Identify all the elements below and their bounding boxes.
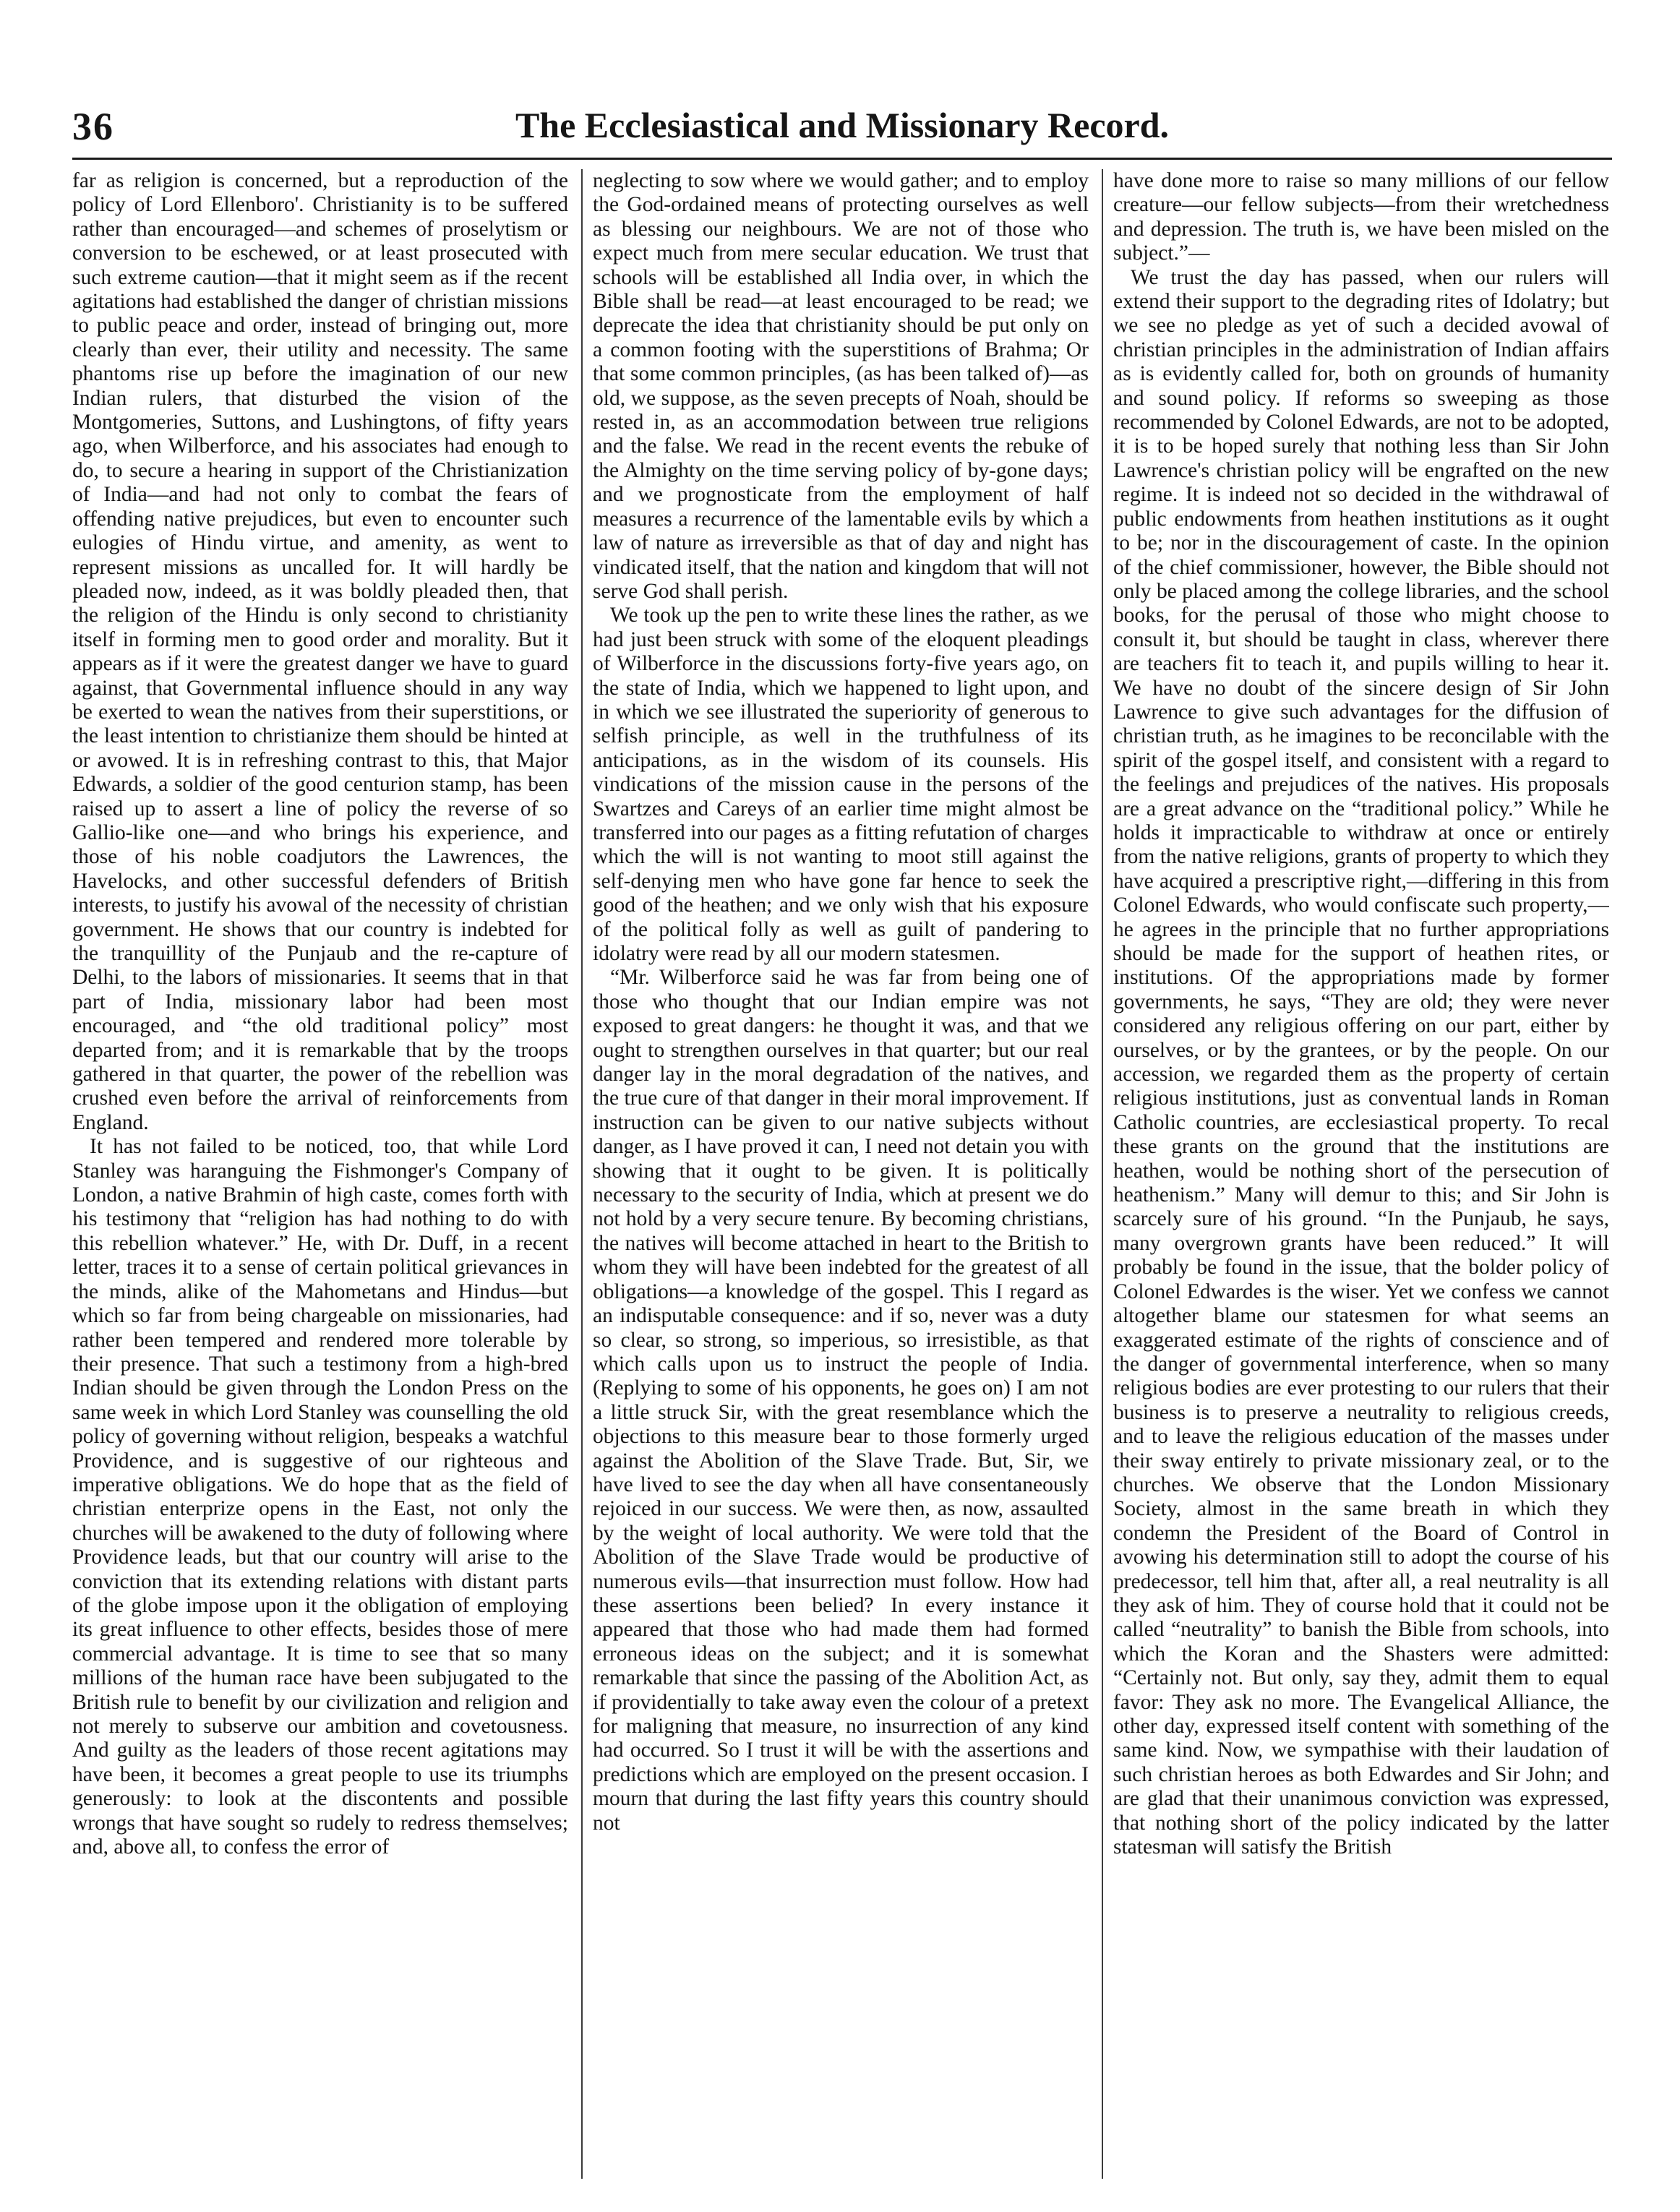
paragraph: neglecting to sow where we would gather; and to employ the God-ordained means of protecting ourselves as well as blessing our neighbours. We are not of those who expect much from mere secular education. We trust that schools will be established all India over, in which the Bible shall be read—at least encouraged to be read; we deprecate the idea that christianity should be put only on a common footing with the superstitions of Brahma; Or that some common principles, (as has been talked of)—as old, we suppose, as the seven precepts of Noah, should be rested in, as an accommodation between true religions and the false. We read in the recent events the rebuke of the Almighty on the time serving policy of by-gone days; and we prognosticate from the employment of half measures a recurrence of the lamentable evils by which a law of nature as irreversible as that of day and night has vindicated itself, that the nation and kingdom that will not serve God shall perish.: [593, 169, 1089, 603]
column-divider: [1102, 169, 1103, 2179]
header-rule: [72, 158, 1612, 160]
column-divider: [581, 169, 583, 2179]
paragraph: We trust the day has passed, when our rulers will extend their support to the degrading rites of Idolatry; but we see no pledge as yet of such a decided avowal of christian principles in the administration of Indian affairs as is evidently called for, both on grounds of humanity and sound policy. If reforms so sweeping as those recommended by Colonel Edwards, are not to be adopted, it is to be hoped surely that nothing less than Sir John Lawrence's christian policy will be engrafted on the new regime. It is indeed not so decided in the withdrawal of public endowments from heathen institutions as it ought to be; nor in the discouragement of caste. In the opinion of the chief commissioner, however, the Bible should not only be placed among the college libraries, and the school books, for the perusal of those who might choose to consult it, but should be taught in class, wherever there are teachers fit to teach it, and pupils willing to hear it. We have no doubt of the sincere design of Sir John Lawrence to give such advantages for the diffusion of christian truth, as he imagines to be reconcilable with the spirit of the gospel itself, and consistent with a regard to the feelings and prejudices of the natives. His proposals are a great advance on the “traditional policy.” While he holds it impracticable to withdraw at once or entirely from the native religions, grants of property to which they have acquired a prescriptive right,—differing in this from Colonel Edwards, who would confiscate such property,—he agrees in the principle that no further appropriations should be made for the support of heathen rites, or institutions. Of the appropriations made by former governments, he says, “They are old; they were never considered any religious offering on our part, either by ourselves, or by the grantees, or by the people. On our accession, we regarded them as the property of certain religious institutions, just as conventual lands in Roman Catholic countries, are ecclesiastical property. To recal these grants on the ground that the institutions are heathen, would be nothing short of the persecution of heathenism.” Many will demur to this; and Sir John is scarcely sure of his ground. “In the Punjaub, he says, many overgrown grants have been reduced.” It will probably be found in the issue, that the bolder policy of Colonel Edwardes is the wiser. Yet we confess we cannot altogether blame our statesmen for what seems an exaggerated estimate of the rights of conscience and of the danger of governmental interference, when so many religious bodies are ever protesting to our rulers that their business is to preserve a neutrality to religious creeds, and to leave the religious education of the masses under their sway entirely to private missionary zeal, or to the churches. We observe that the London Missionary Society, almost in the same breath in which they condemn the President of the Board of Control in avowing his determination still to adopt the course of his predecessor, tell him that, after all, a real neutrality is all they ask of him. They of course hold that it could not be called “neutrality” to banish the Bible from schools, into which the Koran and the Shasters were admitted: “Certainly not. But only, say they, admit them to equal favor: They ask no more. The Evangelical Alliance, the other day, expressed itself content with something of the same kind. Now, we sympathise with their laudation of such christian heroes as both Edwardes and Sir John; and are glad that their unanimous conviction was expressed, that nothing short of the policy indicated by the latter statesman will satisfy the British: [1113, 265, 1609, 1859]
text-column-2: [593, 169, 1089, 2183]
paragraph: “Mr. Wilberforce said he was far from being one of those who thought that our Indian empire was not exposed to great dangers: he thought it was, and that we ought to strengthen ourselves in that quarter; but our real danger lay in the moral degradation of the natives, and the true cure of that danger in their moral improvement. If instruction can be given to our native subjects without danger, as I have proved it can, I need not detain you with showing that it ought to be given. It is politically necessary to the security of India, which at present we do not hold by a very secure tenure. By becoming christians, the natives will become attached in heart to the British to whom they will have been indebted for the greatest of all obligations—a knowledge of the gospel. This I regard as an indisputable consequence: and if so, never was a duty so clear, so strong, so imperious, so irresistible, as that which calls upon us to instruct the people of India. (Replying to some of his opponents, he goes on) I am not a little struck Sir, with the great resemblance which the objections to this measure bear to those formerly urged against the Abolition of the Slave Trade. But, Sir, we have lived to see the day when all have consentaneously rejoiced in our success. We were then, as now, assaulted by the weight of local authority. We were told that the Abolition of the Slave Trade would be productive of numerous evils—that insurrection must follow. How had these assertions been belied? In every instance it appeared that those who had made them had formed erroneous ideas on the subject; and it is somewhat remarkable that since the passing of the Abolition Act, as if providentially to take away even the colour of a pretext for maligning that measure, no insurrection of any kind had occurred. So I trust it will be with the assertions and predictions which are employed on the present occasion. I mourn that during the last fifty years this country should not: [593, 966, 1089, 1835]
text-column-1: [72, 169, 568, 2183]
paragraph: It has not failed to be noticed, too, that while Lord Stanley was haranguing the Fishmonger's Company of London, a native Brahmin of high caste, comes forth with his testimony that “religion has had nothing to do with this rebellion whatever.” He, with Dr. Duff, in a recent letter, traces it to a sense of certain political grievances in the minds, alike of the Mahometans and Hindus—but which so far from being chargeable on missionaries, had rather been tempered and rendered more tolerable by their presence. That such a testimony from a high-bred Indian should be given through the London Press on the same week in which Lord Stanley was counselling the old policy of governing without religion, bespeaks a watchful Providence, and is suggestive of our righteous and imperative obligations. We do hope that as the field of christian enterprize opens in the East, not only the churches will be awakened to the duty of following where Providence leads, but that our country will arise to the conviction that its extending relations with distant parts of the globe impose upon it the obligation of employing its great influence to other effects, besides those of mere commercial advantage. It is time to see that so many millions of the human race have been subjugated to the British rule to benefit by our civilization and religion and not merely to subserve our ambition and covetousness. And guilty as the leaders of those recent agitations may have been, it becomes a great people to use its triumphs generously: to look at the discontents and possible wrongs that have sought so rudely to redress themselves; and, above all, to confess the error of: [72, 1135, 568, 1859]
paragraph: have done more to raise so many millions of our fellow creature—our fellow subjects—from their wretchedness and depression. The truth is, we have been misled on the subject.”—: [1113, 169, 1609, 265]
page-header: [72, 107, 1612, 165]
journal-title: The Ecclesiastical and Missionary Record.: [515, 105, 1170, 145]
paragraph: far as religion is concerned, but a reproduction of the policy of Lord Ellenboro'. Christianity is to be suffered rather than encouraged—and schemes of proselytism or conversion to be eschewed, or at least prosecuted with such extreme caution—that it might seem as if the recent agitations had established the danger of christian missions to public peace and order, instead of bringing out, more clearly than ever, their utility and necessity. The same phantoms rise up before the imagination of our new Indian rulers, that disturbed the vision of the Montgomeries, Suttons, and Lushingtons, of fifty years ago, when Wilberforce, and his associates had enough to do, to secure a hearing in support of the Christianization of India—and had not only to combat the fears of offending native prejudices, but even to encounter such eulogies of Hindu virtue, and amenity, as went to represent missions as uncalled for. It will hardly be pleaded now, indeed, as it was boldly pleaded then, that the religion of the Hindu is only second to christianity itself in forming men to good order and morality. But it appears as if it were the greatest danger we have to guard against, that Governmental influence should in any way be exerted to wean the natives from their superstitions, or the least intention to christianize them should be hinted at or avowed. It is in refreshing contrast to this, that Major Edwards, a soldier of the good centurion stamp, has been raised up to assert a line of policy the reverse of so Gallio-like one—and who brings his experience, and those of his noble coadjutors the Lawrences, the Havelocks, and other successful defenders of British interests, to justify his avowal of the necessity of christian government. He shows that our country is indebted for the tranquillity of the Punjaub and the re-capture of Delhi, to the labors of missionaries. It seems that in that part of India, missionary labor had been most encouraged, and “the old traditional policy” most departed from; and it is remarkable that by the troops gathered in that quarter, the power of the rebellion was crushed even before the arrival of reinforcements from England.: [72, 169, 568, 1134]
paragraph: We took up the pen to write these lines the rather, as we had just been struck with some of the eloquent pleadings of Wilberforce in the discussions forty-five years ago, on the state of India, which we happened to light upon, and in which we see illustrated the superiority of generous to selfish principle, as well in the truthfulness of its anticipations, as in the wisdom of its counsels. His vindications of the mission cause in the persons of the Swartzes and Careys of an earlier time might almost be transferred into our pages as a fitting refutation of charges which the will is not wanting to moot still against the self-denying men who have gone far hence to seek the good of the heathen; and we only wish that his exposure of the political folly as well as guilt of pandering to idolatry were read by all our modern statesmen.: [593, 604, 1089, 965]
text-column-3: [1113, 169, 1609, 2183]
page-number: 36: [72, 105, 114, 148]
